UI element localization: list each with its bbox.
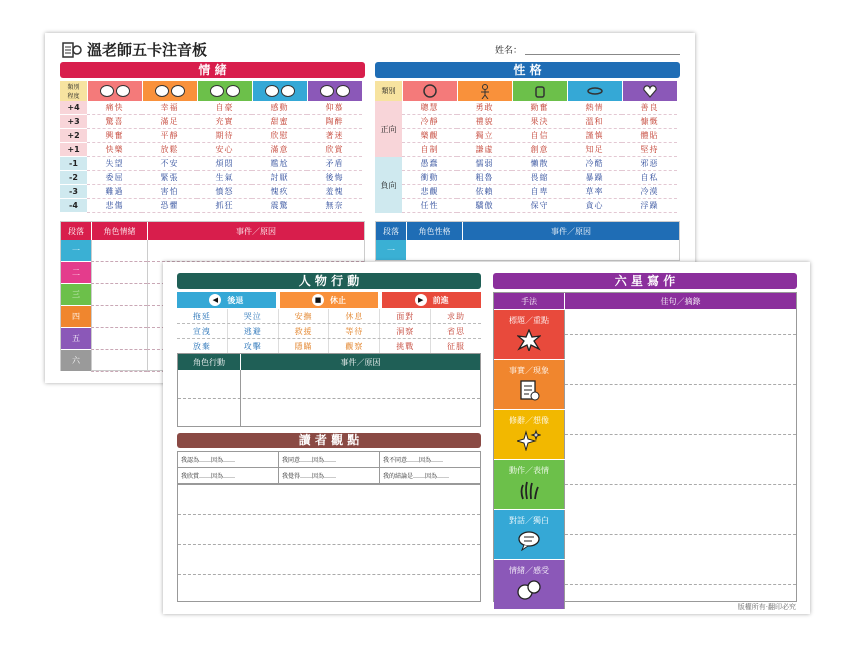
excerpt-line — [565, 510, 796, 535]
col-role-personality: 角色性格 — [406, 222, 462, 240]
emotion-word: 討厭 — [252, 171, 307, 185]
stop-icon: ■ — [312, 294, 324, 306]
emotion-face-icon — [87, 81, 142, 101]
six-star-technique — [494, 510, 564, 559]
action-word: 挑戰 — [379, 339, 430, 353]
action-word: 隱瞞 — [278, 339, 329, 353]
positive-label: 正向 — [375, 101, 402, 157]
personality-word: 衝動 — [402, 171, 457, 185]
personality-word: 溫和 — [567, 115, 622, 129]
paragraph-row-label: 五 — [61, 328, 91, 350]
personality-word: 自卑 — [512, 185, 567, 199]
emotion-level: +4 — [60, 101, 87, 115]
emotion-header: 情 緒 — [60, 62, 365, 78]
action-table-row — [178, 370, 480, 399]
reader-prompt: 我覺得……因為…… — [278, 468, 379, 483]
emotion-column — [142, 101, 197, 213]
personality-word: 勇敢 — [457, 101, 512, 115]
personality-word: 勤奮 — [512, 101, 567, 115]
face-icon — [226, 85, 240, 97]
six-star-technique — [494, 560, 564, 609]
six-star-technique — [494, 410, 564, 459]
emotion-word: 陶醉 — [307, 115, 362, 129]
excerpt-line — [565, 560, 796, 585]
emotion-word: 驚喜 — [87, 115, 142, 129]
six-star-excerpt-cell[interactable] — [564, 510, 796, 559]
emotion-word: 甜蜜 — [252, 115, 307, 129]
emotion-level: +1 — [60, 143, 87, 157]
reader-prompt: 我同意……因為…… — [278, 452, 379, 467]
action-table — [177, 353, 481, 427]
emotion-word: 欣慰 — [252, 129, 307, 143]
arrow-right-icon: ▶ — [415, 294, 427, 306]
six-star-technique — [494, 310, 564, 359]
action-word: 安撫 — [278, 309, 329, 323]
action-word: 等待 — [328, 324, 379, 338]
personality-word: 邪惡 — [622, 157, 677, 171]
emotion-word: 仰慕 — [307, 101, 362, 115]
emotion-word: 尷尬 — [252, 157, 307, 171]
col-role-emotion: 角色情緒 — [91, 222, 147, 240]
reader-prompt: 我的結論是……因為…… — [379, 468, 480, 483]
personality-column — [512, 101, 567, 213]
personality-word: 依賴 — [457, 185, 512, 199]
emotion-word: 痛快 — [87, 101, 142, 115]
face-icon — [155, 85, 169, 97]
emotion-level: -3 — [60, 185, 87, 199]
action-word: 征服 — [430, 339, 481, 353]
col-event-reason-right: 事件／原因 — [462, 222, 679, 240]
action-word-row — [177, 339, 481, 354]
six-star-label: 事實／現象 — [509, 365, 549, 375]
six-star-row — [494, 359, 796, 409]
heart-icon — [622, 81, 677, 101]
action-word: 攻擊 — [227, 339, 278, 353]
emotion-word: 滿意 — [252, 143, 307, 157]
role-emotion-cell[interactable] — [91, 240, 147, 262]
role-emotion-cell[interactable] — [91, 328, 147, 350]
personality-word: 知足 — [567, 143, 622, 157]
emotion-column — [197, 101, 252, 213]
personality-word: 善良 — [622, 101, 677, 115]
arrow-left-icon: ◀ — [209, 294, 221, 306]
paragraph-row-label: 四 — [61, 306, 91, 328]
board-title: 溫老師五卡注音板 — [87, 41, 208, 59]
col-paragraph: 段落 — [68, 226, 84, 236]
emotion-column — [252, 101, 307, 213]
reader-header: 讀 者 觀 點 — [177, 433, 481, 448]
role-emotion-cell[interactable] — [91, 262, 147, 284]
emotion-word: 不安 — [142, 157, 197, 171]
reader-prompt-row — [177, 468, 481, 484]
six-star-excerpt-cell[interactable] — [564, 460, 796, 509]
person-icon — [457, 81, 512, 101]
personality-word: 自私 — [622, 171, 677, 185]
role-emotion-cell[interactable] — [91, 284, 147, 306]
personality-word: 懶散 — [512, 157, 567, 171]
personality-word: 草率 — [567, 185, 622, 199]
personality-word: 懦弱 — [457, 157, 512, 171]
col-event-reason: 事件／原因 — [147, 222, 364, 240]
emotion-level-header: 類別 程度 — [60, 81, 87, 101]
emotion-word: 放鬆 — [142, 143, 197, 157]
face-icon — [281, 85, 295, 97]
personality-word: 驕傲 — [457, 199, 512, 213]
reader-prompt-row — [177, 451, 481, 468]
emotion-grid — [60, 81, 365, 213]
personality-word: 謹慎 — [567, 129, 622, 143]
emotion-word: 憤怒 — [197, 185, 252, 199]
paragraph-row-label: 二 — [61, 262, 91, 284]
emotion-word: 滿足 — [142, 115, 197, 129]
six-star-row — [494, 409, 796, 459]
action-word: 哭泣 — [227, 309, 278, 323]
personality-word: 愚蠢 — [402, 157, 457, 171]
emotion-word: 興奮 — [87, 129, 142, 143]
action-word: 省思 — [430, 324, 481, 338]
personality-header: 性 格 — [375, 62, 680, 78]
personality-word: 果決 — [512, 115, 567, 129]
action-header: 人 物 行 動 — [177, 273, 481, 289]
six-star-row — [494, 459, 796, 509]
col-role-action: 角色行動 — [193, 357, 225, 367]
action-subheader-label: 前進 — [432, 295, 449, 305]
personality-word: 熱情 — [567, 101, 622, 115]
action-word: 求助 — [430, 309, 481, 323]
emotion-word: 安心 — [197, 143, 252, 157]
personality-word: 冷靜 — [402, 115, 457, 129]
name-label: 姓名： — [495, 46, 523, 56]
emotion-word: 幸福 — [142, 101, 197, 115]
emotion-word: 生氣 — [197, 171, 252, 185]
six-star-row — [494, 309, 796, 359]
face-icon — [210, 85, 224, 97]
action-word: 救援 — [278, 324, 329, 338]
six-star-row — [494, 509, 796, 559]
paragraph-row — [61, 240, 364, 262]
emotion-word: 悲傷 — [87, 199, 142, 213]
emotion-word: 無奈 — [307, 199, 362, 213]
emotion-level: +3 — [60, 115, 87, 129]
personality-word: 堅持 — [622, 143, 677, 157]
hand-icon — [512, 81, 567, 101]
six-star-excerpt-cell[interactable] — [564, 410, 796, 459]
face-icon — [265, 85, 279, 97]
personality-word: 貪心 — [567, 199, 622, 213]
action-subheader — [280, 292, 379, 308]
event-reason-cell[interactable] — [147, 240, 364, 262]
emotion-word: 抓狂 — [197, 199, 252, 213]
emotion-column — [307, 101, 362, 213]
emotion-level: -1 — [60, 157, 87, 171]
emotion-level: +2 — [60, 129, 87, 143]
personality-word: 冷漠 — [622, 185, 677, 199]
personality-word: 體貼 — [622, 129, 677, 143]
action-subheader — [382, 292, 481, 308]
action-reader-writing-board — [163, 262, 810, 614]
emotion-word: 矛盾 — [307, 157, 362, 171]
col-technique: 手法 — [521, 296, 537, 306]
personality-column — [567, 101, 622, 213]
emotion-word: 自豪 — [197, 101, 252, 115]
action-subheader-label: 休止 — [330, 295, 346, 305]
personality-word: 保守 — [512, 199, 567, 213]
emotion-face-icon — [307, 81, 362, 101]
personality-word: 粗魯 — [457, 171, 512, 185]
star-burst-icon — [517, 329, 541, 355]
six-star-label: 標題／重點 — [509, 315, 549, 325]
six-star-excerpt-cell[interactable] — [564, 360, 796, 409]
checklist-icon — [518, 379, 540, 405]
emotion-word: 著迷 — [307, 129, 362, 143]
face-icon — [171, 85, 185, 97]
emotion-word: 平靜 — [142, 129, 197, 143]
emotion-level: -2 — [60, 171, 87, 185]
emotion-face-icon — [252, 81, 307, 101]
emotion-word: 失望 — [87, 157, 142, 171]
head-icon — [402, 81, 457, 101]
emotion-word: 委屈 — [87, 171, 142, 185]
reader-prompt: 我認為……因為…… — [181, 457, 236, 464]
lips-icon — [567, 81, 622, 101]
personality-word: 暴躁 — [567, 171, 622, 185]
excerpt-line — [565, 410, 796, 435]
excerpt-line — [565, 460, 796, 485]
role-emotion-cell[interactable] — [91, 306, 147, 328]
personality-word: 慷慨 — [622, 115, 677, 129]
reader-prompt: 我不同意……因為…… — [379, 452, 480, 467]
action-table-divider — [240, 370, 241, 426]
emotion-word: 後悔 — [307, 171, 362, 185]
emotion-word: 害怕 — [142, 185, 197, 199]
action-subheader — [177, 292, 276, 308]
emotion-face-icon — [197, 81, 252, 101]
personality-word: 禮貌 — [457, 115, 512, 129]
action-word: 觀察 — [328, 339, 379, 353]
six-star-excerpt-cell[interactable] — [564, 310, 796, 359]
logo-icon — [61, 41, 83, 59]
emotion-column — [87, 101, 142, 213]
emotion-word: 充實 — [197, 115, 252, 129]
action-word: 逃避 — [227, 324, 278, 338]
paragraph-table-right — [375, 221, 680, 261]
emotion-level: -4 — [60, 199, 87, 213]
name-line — [525, 54, 680, 55]
six-star-label: 情緒／感受 — [509, 565, 549, 575]
emotion-word: 恐懼 — [142, 199, 197, 213]
role-emotion-cell[interactable] — [91, 350, 147, 372]
personality-word: 畏縮 — [512, 171, 567, 185]
excerpt-line — [565, 310, 796, 335]
hand-wave-icon — [517, 479, 541, 505]
personality-word: 自信 — [512, 129, 567, 143]
emotion-word: 欣賞 — [307, 143, 362, 157]
six-star-label: 修辭／想像 — [509, 415, 549, 425]
action-word: 放棄 — [192, 341, 211, 351]
emotion-word: 期待 — [197, 129, 252, 143]
personality-word: 創意 — [512, 143, 567, 157]
reader-prompt: 我欣賞……因為…… — [181, 473, 236, 480]
excerpt-line — [565, 360, 796, 385]
negative-label: 負向 — [375, 157, 402, 213]
emotion-word: 快樂 — [87, 143, 142, 157]
paragraph-row-label: 一 — [376, 240, 406, 260]
face-icon — [320, 85, 334, 97]
six-star-technique — [494, 360, 564, 409]
paragraph-row-label: 三 — [61, 284, 91, 306]
emotion-word: 愧疚 — [252, 185, 307, 199]
face-icon — [336, 85, 350, 97]
action-subheader-label: 後退 — [227, 295, 244, 305]
action-word: 休息 — [328, 309, 379, 323]
paragraph-row-label: 一 — [61, 240, 91, 262]
personality-column — [622, 101, 677, 213]
six-star-label: 對話／獨白 — [509, 515, 549, 525]
emotion-word: 煩悶 — [197, 157, 252, 171]
emotion-word: 難過 — [87, 185, 142, 199]
col-event-reason-action: 事件／原因 — [240, 354, 480, 370]
personality-word: 自制 — [402, 143, 457, 157]
sparkle-icon — [517, 429, 541, 455]
action-word: 面對 — [379, 309, 430, 323]
copyright-footer: 版權所有·翻印必究 — [737, 603, 796, 611]
six-star-header: 六 星 寫 作 — [493, 273, 797, 289]
emotion-word: 感動 — [252, 101, 307, 115]
six-star-label: 動作／表情 — [509, 465, 549, 475]
emotion-word: 緊張 — [142, 171, 197, 185]
emotion-word: 羞愧 — [307, 185, 362, 199]
emotion-face-icon — [142, 81, 197, 101]
paragraph-row-label: 六 — [61, 350, 91, 372]
personality-word: 冷酷 — [567, 157, 622, 171]
personality-word: 獨立 — [457, 129, 512, 143]
faces-icon — [516, 579, 542, 605]
reader-writing-area[interactable] — [177, 484, 481, 602]
personality-word: 謙虛 — [457, 143, 512, 157]
emotion-word: 震驚 — [252, 199, 307, 213]
personality-grid — [375, 81, 680, 213]
action-word-row — [177, 324, 481, 339]
col-paragraph-right: 段落 — [383, 226, 399, 236]
personality-word: 聰慧 — [402, 101, 457, 115]
face-icon — [116, 85, 130, 97]
speech-bubble-icon — [517, 529, 541, 555]
action-word: 宣洩 — [192, 326, 211, 336]
personality-word: 任性 — [402, 199, 457, 213]
personality-word: 樂觀 — [402, 129, 457, 143]
face-icon — [100, 85, 114, 97]
six-star-table — [493, 292, 797, 602]
action-word: 洞察 — [379, 324, 430, 338]
action-word: 拖延 — [192, 311, 211, 321]
personality-column — [402, 101, 457, 213]
six-star-technique — [494, 460, 564, 509]
col-excerpt: 佳句／摘錄 — [564, 293, 796, 309]
personality-word: 浮躁 — [622, 199, 677, 213]
personality-category-header: 類別 — [375, 81, 402, 101]
personality-word: 悲觀 — [402, 185, 457, 199]
action-word-row — [177, 309, 481, 324]
personality-column — [457, 101, 512, 213]
